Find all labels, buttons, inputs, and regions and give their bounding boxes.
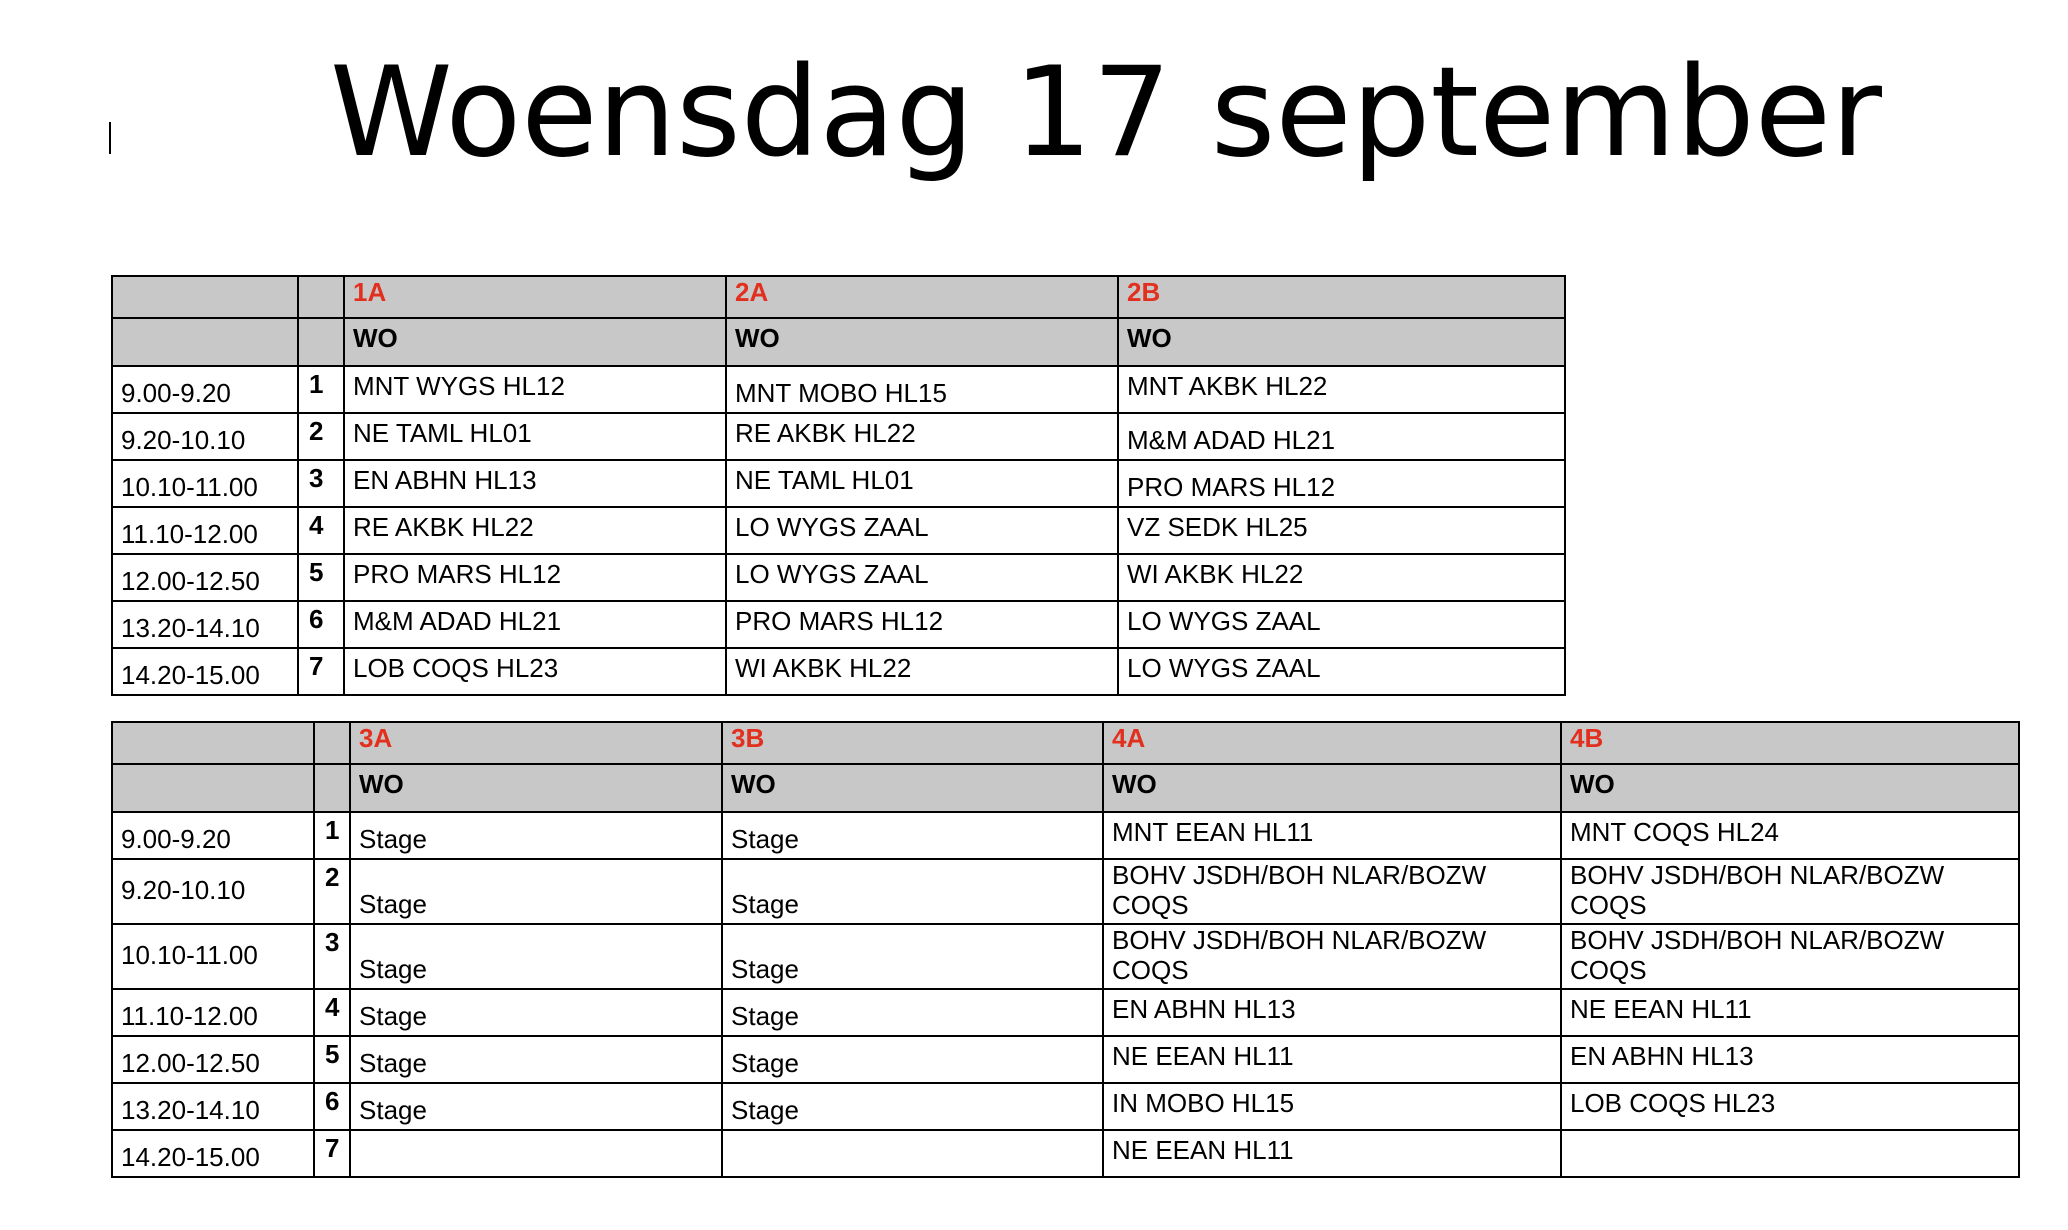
header-empty (314, 722, 350, 764)
lesson-cell: NE EEAN HL11 (1103, 1130, 1561, 1177)
time-cell: 10.10-11.00 (112, 460, 298, 507)
table-row (112, 366, 1565, 413)
lesson-cell (1561, 1130, 2019, 1177)
period-number: 6 (298, 601, 344, 648)
time-cell: 9.00-9.20 (112, 366, 298, 413)
time-cell: 9.20-10.10 (112, 413, 298, 460)
table-row (112, 460, 1565, 507)
time-cell: 11.10-12.00 (112, 507, 298, 554)
time-cell: 12.00-12.50 (112, 1036, 314, 1083)
lesson-cell: NE EEAN HL11 (1561, 989, 2019, 1036)
day-header-row (112, 318, 1565, 366)
lesson-cell: M&M ADAD HL21 (1118, 413, 1565, 460)
class-header: 3A (350, 722, 722, 764)
lesson-cell: LOB COQS HL23 (1561, 1083, 2019, 1130)
lesson-cell (722, 1130, 1103, 1177)
period-number: 2 (314, 859, 350, 924)
table-row (112, 812, 2019, 859)
lesson-cell: MNT MOBO HL15 (726, 366, 1118, 413)
lesson-cell: PRO MARS HL12 (344, 554, 726, 601)
schedule-table-2 (111, 721, 2020, 1178)
header-empty (112, 722, 314, 764)
lesson-cell: Stage (350, 1036, 722, 1083)
lesson-cell: MNT EEAN HL11 (1103, 812, 1561, 859)
lesson-cell: Stage (350, 989, 722, 1036)
day-header: WO (1118, 318, 1565, 366)
lesson-cell: PRO MARS HL12 (726, 601, 1118, 648)
day-header: WO (1561, 764, 2019, 812)
day-header: WO (722, 764, 1103, 812)
lesson-cell: LO WYGS ZAAL (1118, 648, 1565, 695)
class-header: 4B (1561, 722, 2019, 764)
time-cell: 14.20-15.00 (112, 1130, 314, 1177)
lesson-cell: Stage (350, 859, 722, 924)
period-number: 2 (298, 413, 344, 460)
time-cell: 10.10-11.00 (112, 924, 314, 989)
lesson-cell: Stage (722, 1083, 1103, 1130)
lesson-cell: BOHV JSDH/BOH NLAR/BOZW COQS (1103, 859, 1561, 924)
table-row (112, 1130, 2019, 1177)
lesson-cell: VZ SEDK HL25 (1118, 507, 1565, 554)
class-header: 3B (722, 722, 1103, 764)
lesson-cell: Stage (722, 812, 1103, 859)
lesson-cell: EN ABHN HL13 (344, 460, 726, 507)
lesson-cell: RE AKBK HL22 (344, 507, 726, 554)
table-row (112, 989, 2019, 1036)
lesson-cell: NE EEAN HL11 (1103, 1036, 1561, 1083)
day-header: WO (344, 318, 726, 366)
table-row (112, 507, 1565, 554)
lesson-cell: Stage (722, 989, 1103, 1036)
table-row (112, 554, 1565, 601)
lesson-cell: LOB COQS HL23 (344, 648, 726, 695)
lesson-cell: Stage (722, 859, 1103, 924)
lesson-cell: Stage (350, 812, 722, 859)
lesson-cell: BOHV JSDH/BOH NLAR/BOZW COQS (1561, 859, 2019, 924)
lesson-cell: LO WYGS ZAAL (726, 507, 1118, 554)
class-header: 2A (726, 276, 1118, 318)
page-title: Woensdag 17 september (330, 41, 1882, 185)
lesson-cell: Stage (350, 924, 722, 989)
lesson-cell: LO WYGS ZAAL (1118, 601, 1565, 648)
time-cell: 12.00-12.50 (112, 554, 298, 601)
header-empty (112, 276, 298, 318)
lesson-cell: BOHV JSDH/BOH NLAR/BOZW COQS (1103, 924, 1561, 989)
period-number: 7 (298, 648, 344, 695)
period-number: 1 (314, 812, 350, 859)
lesson-cell: Stage (350, 1083, 722, 1130)
lesson-cell: NE TAML HL01 (344, 413, 726, 460)
table-row (112, 1036, 2019, 1083)
time-cell: 9.20-10.10 (112, 859, 314, 924)
lesson-cell: PRO MARS HL12 (1118, 460, 1565, 507)
lesson-cell: EN ABHN HL13 (1103, 989, 1561, 1036)
period-number: 5 (298, 554, 344, 601)
lesson-cell: WI AKBK HL22 (726, 648, 1118, 695)
table-row (112, 1083, 2019, 1130)
class-header-row (112, 722, 2019, 764)
lesson-cell: NE TAML HL01 (726, 460, 1118, 507)
day-header: WO (1103, 764, 1561, 812)
table-row (112, 601, 1565, 648)
header-empty (298, 276, 344, 318)
period-number: 7 (314, 1130, 350, 1177)
lesson-cell: MNT WYGS HL12 (344, 366, 726, 413)
lesson-cell: BOHV JSDH/BOH NLAR/BOZW COQS (1561, 924, 2019, 989)
time-cell: 14.20-15.00 (112, 648, 298, 695)
table-row (112, 859, 2019, 924)
table-row (112, 648, 1565, 695)
lesson-cell: EN ABHN HL13 (1561, 1036, 2019, 1083)
text-cursor (109, 122, 111, 154)
period-number: 4 (314, 989, 350, 1036)
period-number: 5 (314, 1036, 350, 1083)
class-header: 4A (1103, 722, 1561, 764)
lesson-cell: M&M ADAD HL21 (344, 601, 726, 648)
table-row (112, 924, 2019, 989)
lesson-cell: MNT COQS HL24 (1561, 812, 2019, 859)
period-number: 1 (298, 366, 344, 413)
lesson-cell: WI AKBK HL22 (1118, 554, 1565, 601)
period-number: 4 (298, 507, 344, 554)
period-number: 3 (298, 460, 344, 507)
class-header: 1A (344, 276, 726, 318)
period-number: 3 (314, 924, 350, 989)
table-row (112, 413, 1565, 460)
class-header-row (112, 276, 1565, 318)
schedule-table-1 (111, 275, 1566, 696)
lesson-cell (350, 1130, 722, 1177)
lesson-cell: MNT AKBK HL22 (1118, 366, 1565, 413)
time-cell: 13.20-14.10 (112, 1083, 314, 1130)
period-number: 6 (314, 1083, 350, 1130)
lesson-cell: Stage (722, 1036, 1103, 1083)
lesson-cell: Stage (722, 924, 1103, 989)
day-header-row (112, 764, 2019, 812)
lesson-cell: IN MOBO HL15 (1103, 1083, 1561, 1130)
day-header: WO (726, 318, 1118, 366)
lesson-cell: LO WYGS ZAAL (726, 554, 1118, 601)
day-header: WO (350, 764, 722, 812)
time-cell: 9.00-9.20 (112, 812, 314, 859)
time-cell: 13.20-14.10 (112, 601, 298, 648)
time-cell: 11.10-12.00 (112, 989, 314, 1036)
class-header: 2B (1118, 276, 1565, 318)
lesson-cell: RE AKBK HL22 (726, 413, 1118, 460)
